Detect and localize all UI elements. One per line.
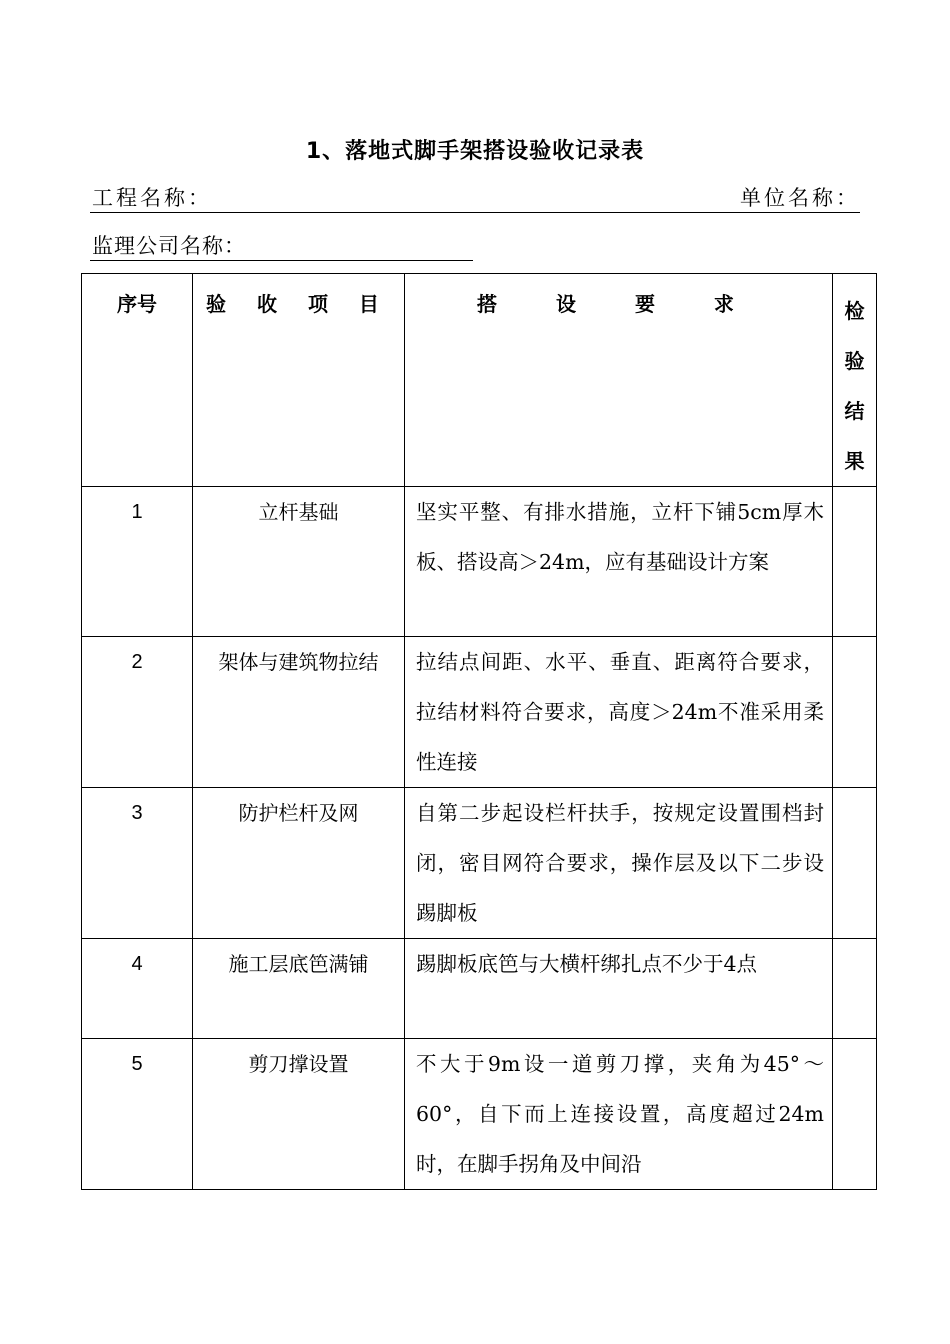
project-name-label: 工程名称： <box>92 186 212 210</box>
supervisor-line <box>90 232 473 261</box>
row-requirement: 自第二步起设栏杆扶手，按规定设置围档封闭，密目网符合要求，操作层及以下二步设踢脚板 <box>405 788 833 939</box>
header-seq: 序号 <box>82 274 193 487</box>
row-seq: 2 <box>82 637 193 788</box>
table-row <box>82 788 877 939</box>
row-seq: 4 <box>82 939 193 1039</box>
row-item: 剪刀撑设置 <box>193 1039 405 1190</box>
table-row <box>82 1039 877 1190</box>
row-item: 架体与建筑物拉结 <box>193 637 405 788</box>
header-item: 验 收 项 目 <box>193 274 405 487</box>
row-result[interactable] <box>833 939 877 1039</box>
row-seq: 1 <box>82 487 193 637</box>
row-item: 施工层底笆满铺 <box>193 939 405 1039</box>
table-header-row <box>82 274 877 487</box>
table-row <box>82 487 877 637</box>
row-item: 防护栏杆及网 <box>193 788 405 939</box>
row-result[interactable] <box>833 487 877 637</box>
row-requirement: 拉结点间距、水平、垂直、距离符合要求，拉结材料符合要求，高度＞24m不准采用柔性连接 <box>405 637 833 788</box>
header-requirement: 搭 设 要 求 <box>405 274 833 487</box>
row-seq: 5 <box>82 1039 193 1190</box>
table-row <box>82 637 877 788</box>
page-title: 1、落地式脚手架搭设验收记录表 <box>305 139 645 164</box>
row-requirement: 坚实平整、有排水措施，立杆下铺5cm厚木板、搭设高＞24m，应有基础设计方案 <box>405 487 833 637</box>
project-info-line <box>90 184 860 213</box>
row-result[interactable] <box>833 788 877 939</box>
row-result[interactable] <box>833 1039 877 1190</box>
table-row <box>82 939 877 1039</box>
supervisor-label: 监理公司名称： <box>92 234 246 258</box>
row-item: 立杆基础 <box>193 487 405 637</box>
row-seq: 3 <box>82 788 193 939</box>
inspection-table <box>81 273 877 1190</box>
row-requirement: 不大于9m设一道剪刀撑，夹角为45°～60°，自下而上连接设置，高度超过24m时，在脚手拐角及中间沿 <box>405 1039 833 1190</box>
unit-name-label: 单位名称： <box>740 186 860 210</box>
row-requirement: 踢脚板底笆与大横杆绑扎点不少于4点 <box>405 939 833 1039</box>
row-result[interactable] <box>833 637 877 788</box>
header-result: 检验结果 <box>833 274 877 487</box>
